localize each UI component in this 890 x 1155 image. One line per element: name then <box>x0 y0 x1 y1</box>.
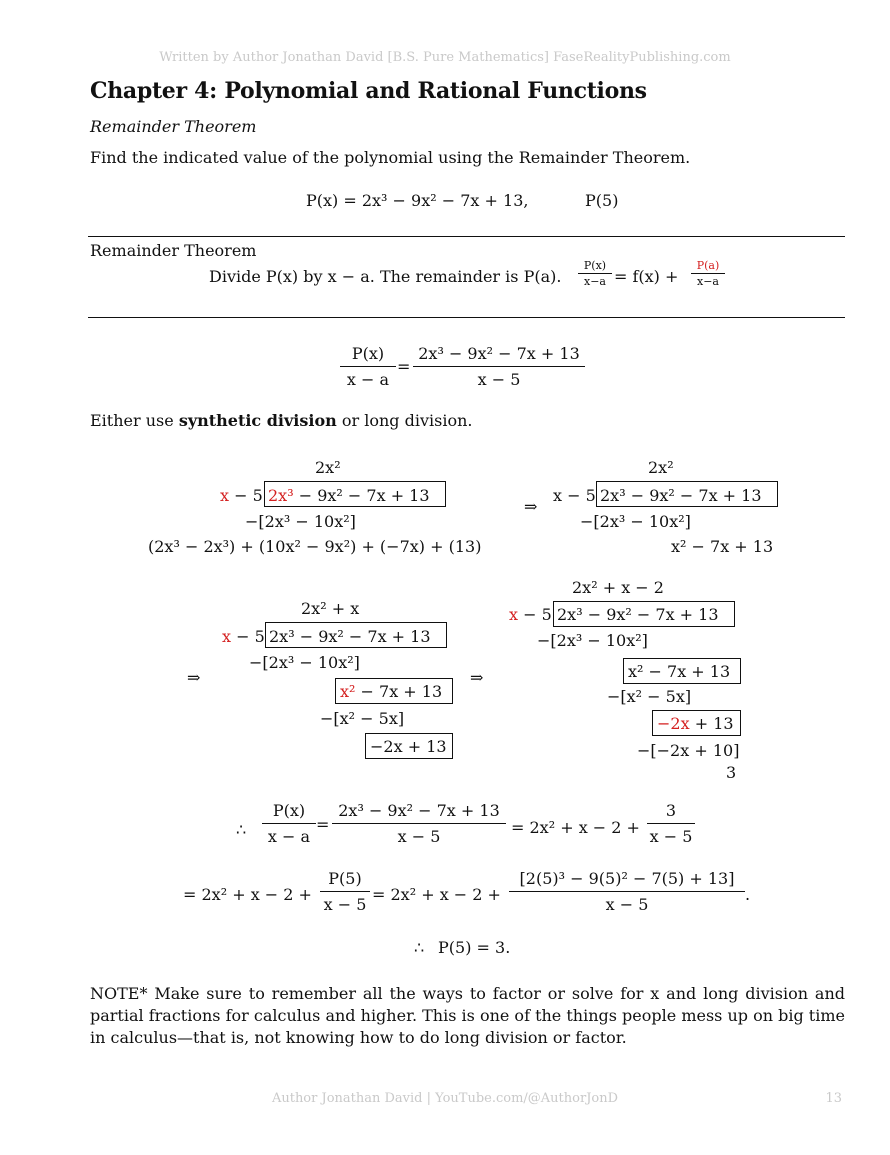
step3-remainder2: −2x + 13 <box>657 714 734 733</box>
step1b-divisor: x − 5 <box>553 486 596 505</box>
step1-divisor: x − 5 <box>220 486 263 505</box>
theorem-statement: Divide P(x) by x − a. The remainder is P(a). <box>209 267 562 286</box>
theorem-top-rule <box>88 236 845 237</box>
step1-subtract: −[2x³ − 10x²] <box>245 512 356 531</box>
polynomial-expression: P(x) = 2x³ − 9x² − 7x + 13, <box>306 191 529 210</box>
step3-remainder: x² − 7x + 13 <box>628 662 731 681</box>
concl-lhs-fraction: P(x) x − a <box>262 801 316 846</box>
arrow-3: ⇒ <box>470 668 484 687</box>
setup-equals: = <box>397 357 411 376</box>
step1b-remainder: x² − 7x + 13 <box>671 537 774 556</box>
theorem-heading: Remainder Theorem <box>90 241 257 260</box>
step3-subtract1: −[2x³ − 10x²] <box>537 631 648 650</box>
step1b-quotient: 2x² <box>648 458 674 477</box>
step2-remainder: x² − 7x + 13 <box>340 682 443 701</box>
concl2-lead: = 2x² + x − 2 + <box>183 885 312 904</box>
arrow-2: ⇒ <box>187 668 201 687</box>
page-footer-credit: Author Jonathan David | YouTube.com/@AuthorJonD <box>271 1091 619 1106</box>
step1b-dividend: 2x³ − 9x² − 7x + 13 <box>600 486 762 505</box>
step1b-subtract: −[2x³ − 10x²] <box>580 512 691 531</box>
chapter-title: Chapter 4: Polynomial and Rational Functions <box>90 78 647 104</box>
concl-equals: = <box>316 815 330 834</box>
problem-instruction: Find the indicated value of the polynomial using the Remainder Theorem. <box>90 148 691 167</box>
setup-rhs-fraction: 2x³ − 9x² − 7x + 13 x − 5 <box>413 344 585 389</box>
step2-subtract2: −[x² − 5x] <box>320 709 405 728</box>
concl2-p5-fraction: P(5) x − 5 <box>320 869 370 914</box>
concl2-eval-fraction: [2(5)³ − 9(5)² − 7(5) + 13] x − 5 <box>509 869 745 914</box>
page-header-credit: Written by Author Jonathan David [B.S. Pure Mathematics] FaseRealityPublishing.com <box>159 50 731 65</box>
step2-subtract1: −[2x³ − 10x²] <box>249 653 360 672</box>
step3-divisor: x − 5 <box>509 605 552 624</box>
step3-final-remainder: 3 <box>726 763 737 782</box>
step3-subtract2: −[x² − 5x] <box>607 687 692 706</box>
arrow-1: ⇒ <box>524 497 538 516</box>
page-number: 13 <box>825 1091 842 1106</box>
evaluate-target: P(5) <box>585 191 619 210</box>
method-bold: synthetic division <box>178 411 337 430</box>
note-paragraph: NOTE* Make sure to remember all the ways to factor or solve for x and long division and partial fractions for calculus and higher. This is one of the things people mess up on big time in calculus—that is, not knowing how to do long division or factor. <box>90 984 845 1047</box>
step2-remainder2: −2x + 13 <box>370 737 447 756</box>
step3-quotient: 2x² + x − 2 <box>572 578 664 597</box>
theorem-eq-middle: = f(x) + <box>614 267 679 286</box>
method-line: Either use synthetic division or long division. <box>90 411 473 430</box>
step1-quotient: 2x² <box>315 458 341 477</box>
concl-rhs-fraction: 3 x − 5 <box>647 801 695 846</box>
setup-lhs-fraction: P(x) x − a <box>340 344 396 389</box>
step2-quotient: 2x² + x <box>301 599 360 618</box>
concl2-period: . <box>745 885 751 904</box>
theorem-frac-rhs: P(a) x−a <box>691 259 725 288</box>
step2-dividend: 2x³ − 9x² − 7x + 13 <box>269 627 431 646</box>
final-result: P(5) = 3. <box>438 938 511 957</box>
concl-rhs-expression: = 2x² + x − 2 + <box>511 818 640 837</box>
therefore-symbol-2: ∴ <box>414 938 425 957</box>
section-title: Remainder Theorem <box>90 117 257 136</box>
step2-divisor: x − 5 <box>222 627 265 646</box>
concl-mid-fraction: 2x³ − 9x² − 7x + 13 x − 5 <box>332 801 506 846</box>
therefore-symbol-1: ∴ <box>236 820 247 839</box>
step3-dividend: 2x³ − 9x² − 7x + 13 <box>557 605 719 624</box>
step1-dividend: 2x³ − 9x² − 7x + 13 <box>268 486 430 505</box>
theorem-frac-lhs: P(x) x−a <box>578 259 612 288</box>
theorem-bottom-rule <box>88 317 845 318</box>
concl2-mid: = 2x² + x − 2 + <box>372 885 501 904</box>
step1-expansion: (2x³ − 2x³) + (10x² − 9x²) + (−7x) + (13) <box>148 537 482 556</box>
step3-subtract3: −[−2x + 10] <box>637 741 740 760</box>
